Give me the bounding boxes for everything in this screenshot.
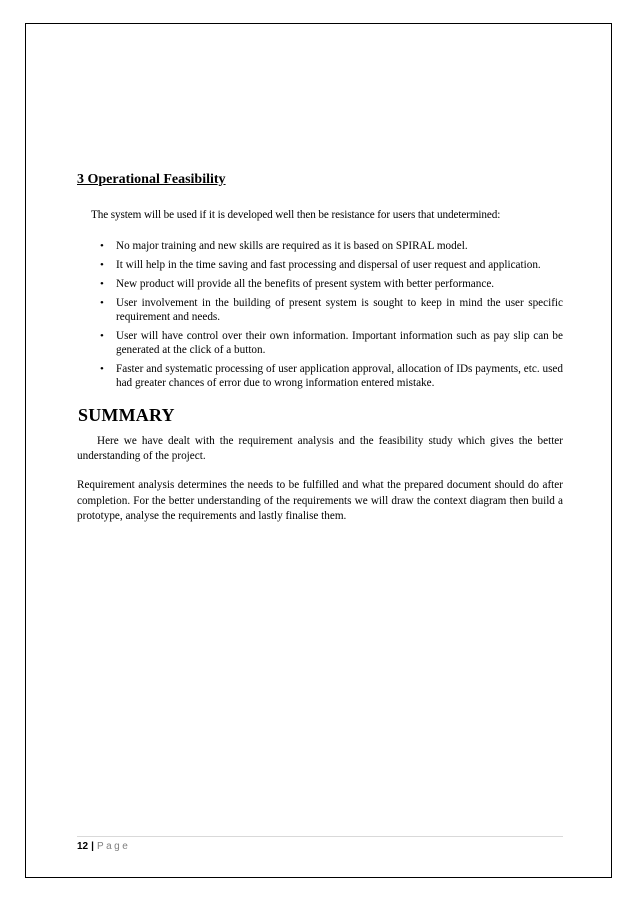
bullet-icon: • bbox=[100, 297, 104, 309]
bullet-icon: • bbox=[100, 240, 104, 252]
list-item bbox=[77, 239, 563, 253]
summary-paragraph-2: Requirement analysis determines the needs to be fulfilled and what the prepared document should do after completion. For the better understanding of the requirements we will draw the context diagram then build a prototype, analyse the requirements and lastly finalise them. bbox=[77, 479, 563, 522]
list-item bbox=[77, 258, 563, 272]
list-item-text: User will have control over their own information. Important information such as pay slip can be generated at the click of a button. bbox=[116, 330, 563, 356]
section-heading: 3 Operational Feasibility bbox=[77, 172, 226, 187]
list-item-text: New product will provide all the benefits of present system with better performance. bbox=[116, 278, 495, 290]
list-item-text: No major training and new skills are required as it is based on SPIRAL model. bbox=[116, 240, 468, 252]
list-item-text: Faster and systematic processing of user application approval, allocation of IDs payments, etc. used had greater chances of error due to wrong information entered mistake. bbox=[116, 363, 563, 389]
page-footer bbox=[77, 840, 130, 853]
page-content bbox=[77, 171, 563, 525]
list-item-text: It will help in the time saving and fast processing and dispersal of user request and application. bbox=[116, 259, 541, 271]
summary-heading: SUMMARY bbox=[78, 405, 175, 425]
page-number: 12 bbox=[77, 841, 89, 852]
page-label: Page bbox=[96, 841, 131, 852]
bullet-icon: • bbox=[100, 259, 104, 271]
bullet-icon: • bbox=[100, 278, 104, 290]
bullet-icon: • bbox=[100, 363, 104, 375]
list-item bbox=[77, 277, 563, 291]
bullet-icon: • bbox=[100, 330, 104, 342]
footer-divider bbox=[77, 836, 563, 837]
footer-separator: | bbox=[91, 841, 94, 852]
bullet-list bbox=[77, 239, 563, 390]
list-item bbox=[77, 329, 563, 357]
summary-paragraph-1: Here we have dealt with the requirement analysis and the feasibility study which gives the better understanding of the project. bbox=[77, 435, 563, 462]
list-item-text: User involvement in the building of present system is sought to keep in mind the user specific requirement and needs. bbox=[116, 297, 563, 323]
list-item bbox=[77, 362, 563, 390]
list-item bbox=[77, 296, 563, 324]
section-intro: The system will be used if it is developed well then be resistance for users that undetermined: bbox=[91, 209, 501, 221]
